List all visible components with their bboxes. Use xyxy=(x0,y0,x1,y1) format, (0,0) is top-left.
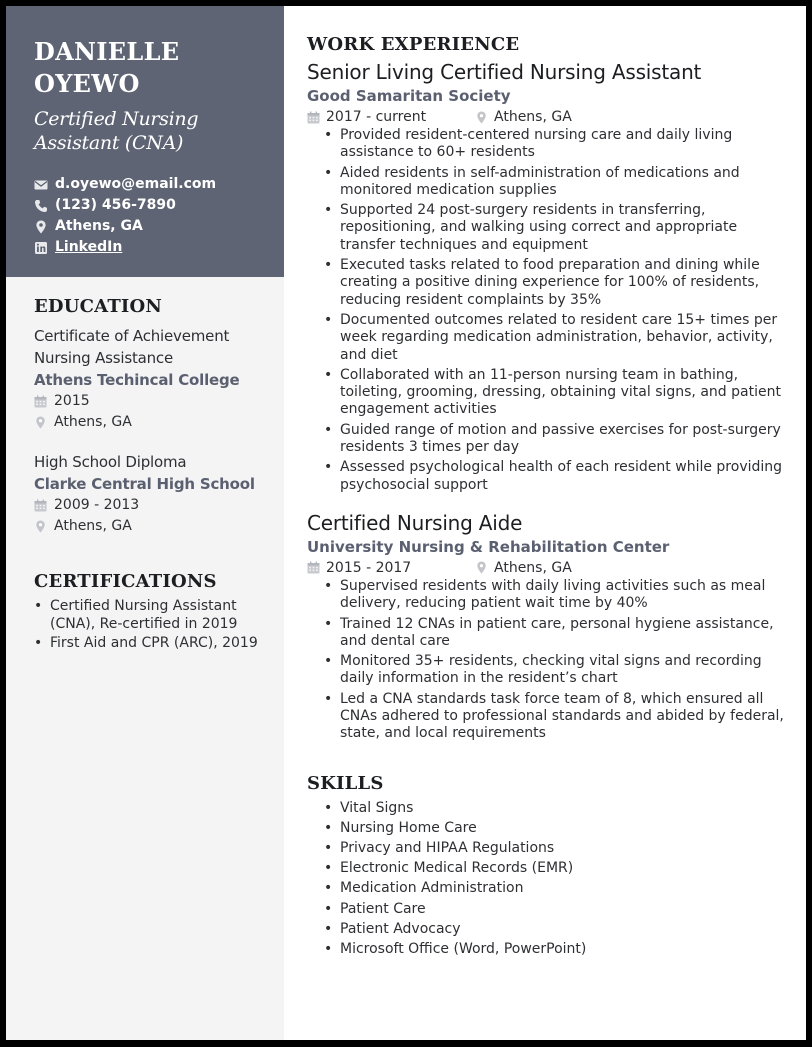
company-name: University Nursing & Rehabilitation Center xyxy=(307,537,670,556)
education-item xyxy=(34,325,269,433)
education-item xyxy=(34,451,269,537)
job-bullet: • Provided resident-centered nursing care and daily living assistance to 60+ residents xyxy=(324,127,787,162)
sidebar-body xyxy=(34,296,269,653)
calendar-icon xyxy=(34,499,47,512)
certifications-section xyxy=(34,571,269,653)
school-name: Clarke Central High School xyxy=(34,475,255,493)
job-entry xyxy=(307,59,787,494)
job-location xyxy=(475,107,643,127)
certifications-heading: CERTIFICATIONS xyxy=(34,571,217,592)
job-bullet: • Trained 12 CNAs in patient care, personal hygiene assistance, and dental care xyxy=(324,616,787,651)
skill-item: • Medication Administration xyxy=(324,880,787,898)
job-list xyxy=(307,59,787,743)
education-location xyxy=(34,516,269,537)
skill-item: • Vital Signs xyxy=(324,800,787,818)
job-meta xyxy=(307,107,787,127)
contact-location xyxy=(34,216,264,237)
location-text: Athens, GA xyxy=(55,218,143,234)
resume-page xyxy=(6,6,806,1040)
location-text: Athens, GA xyxy=(494,559,572,576)
job-bullet: • Led a CNA standards task force team of 8, which ensured all CNAs adhered to professional standards and abided by federal, state, and local requirements xyxy=(324,691,787,743)
education-heading: EDUCATION xyxy=(34,296,163,317)
calendar-icon xyxy=(307,561,320,574)
linkedin-icon xyxy=(34,241,48,255)
contact-list xyxy=(34,174,264,258)
job-bullet: • Collaborated with an 11-person nursing team in bathing, toileting, grooming, dressing, obtaining vital signs, and patient engagement activities xyxy=(324,367,787,419)
education-date xyxy=(34,391,269,412)
main-content xyxy=(307,34,787,961)
job-bullets xyxy=(307,127,787,494)
location-text: Athens, GA xyxy=(54,414,132,430)
skills-heading: SKILLS xyxy=(307,772,384,794)
phone-text[interactable]: (123) 456-7890 xyxy=(55,197,176,213)
job-bullets xyxy=(307,578,787,743)
map-pin-icon xyxy=(34,416,47,429)
job-bullet: • Supported 24 post-surgery residents in transferring, repositioning, and walking using correct and appropriate transfer techniques and equipment xyxy=(324,202,787,254)
certification-item: • Certified Nursing Assistant (CNA), Re-certified in 2019 xyxy=(34,598,269,633)
skills-list xyxy=(307,800,787,959)
job-bullet: • Guided range of motion and passive exercises for post-surgery residents 3 times per day xyxy=(324,422,787,457)
email-text[interactable]: d.oyewo@email.com xyxy=(55,176,217,192)
map-pin-icon xyxy=(475,561,488,574)
skill-item: • Patient Advocacy xyxy=(324,921,787,939)
degree-name: High School Diploma xyxy=(34,453,187,471)
contact-email xyxy=(34,174,264,195)
job-title: Certified Nursing Aide xyxy=(307,510,523,535)
contact-linkedin xyxy=(34,237,264,258)
education-location xyxy=(34,412,269,433)
header xyxy=(6,6,284,277)
date-text: 2017 - current xyxy=(326,109,427,125)
job-bullet: • Monitored 35+ residents, checking vital signs and recording daily information in the resident’s chart xyxy=(324,653,787,688)
calendar-icon xyxy=(34,395,47,408)
sidebar xyxy=(6,6,284,1040)
company-name: Good Samaritan Society xyxy=(307,87,511,105)
job-bullet: • Executed tasks related to food preparation and dining while creating a positive dining experience for 100% of residents, reducing resident complaints by 35% xyxy=(324,257,787,309)
envelope-icon xyxy=(34,178,48,192)
degree-name: Certificate of Achievement Nursing Assistance xyxy=(34,327,230,367)
skill-item: • Electronic Medical Records (EMR) xyxy=(324,860,787,878)
work-experience-heading: WORK EXPERIENCE xyxy=(307,34,520,55)
contact-phone xyxy=(34,195,264,216)
phone-icon xyxy=(34,199,48,213)
map-pin-icon xyxy=(34,220,48,234)
education-date xyxy=(34,495,269,516)
job-entry xyxy=(307,510,787,743)
location-text: Athens, GA xyxy=(54,518,132,534)
certification-item: • First Aid and CPR (ARC), 2019 xyxy=(34,635,269,653)
date-text: 2009 - 2013 xyxy=(54,497,140,513)
map-pin-icon xyxy=(475,111,488,124)
skill-item: • Microsoft Office (Word, PowerPoint) xyxy=(324,941,787,959)
job-date xyxy=(307,558,475,578)
job-bullet: • Documented outcomes related to resident care 15+ times per week regarding medication administration, behavior, activity, and diet xyxy=(324,312,787,364)
skill-item: • Nursing Home Care xyxy=(324,820,787,838)
skills-section xyxy=(307,773,787,959)
job-meta xyxy=(307,558,787,578)
calendar-icon xyxy=(307,111,320,124)
candidate-name: DANIELLE OYEWO xyxy=(34,37,180,98)
certifications-list xyxy=(34,598,269,653)
linkedin-link[interactable]: LinkedIn xyxy=(55,239,123,255)
skill-item: • Patient Care xyxy=(324,901,787,919)
job-bullet: • Aided residents in self-administration of medications and monitored medication supplies xyxy=(324,165,787,200)
skill-item: • Privacy and HIPAA Regulations xyxy=(324,840,787,858)
map-pin-icon xyxy=(34,520,47,533)
location-text: Athens, GA xyxy=(494,109,572,125)
job-bullet: • Assessed psychological health of each resident while providing psychosocial support xyxy=(324,459,787,494)
date-text: 2015 xyxy=(54,393,90,409)
school-name: Athens Techincal College xyxy=(34,371,240,389)
job-bullet: • Supervised residents with daily living activities such as meal delivery, reducing patient wait time by 40% xyxy=(324,578,787,613)
job-location xyxy=(475,558,643,578)
job-title: Senior Living Certified Nursing Assistant xyxy=(307,60,702,84)
candidate-title: Certified Nursing Assistant (CNA) xyxy=(34,108,199,154)
job-date xyxy=(307,107,475,127)
date-text: 2015 - 2017 xyxy=(326,559,412,576)
education-list xyxy=(34,325,269,537)
